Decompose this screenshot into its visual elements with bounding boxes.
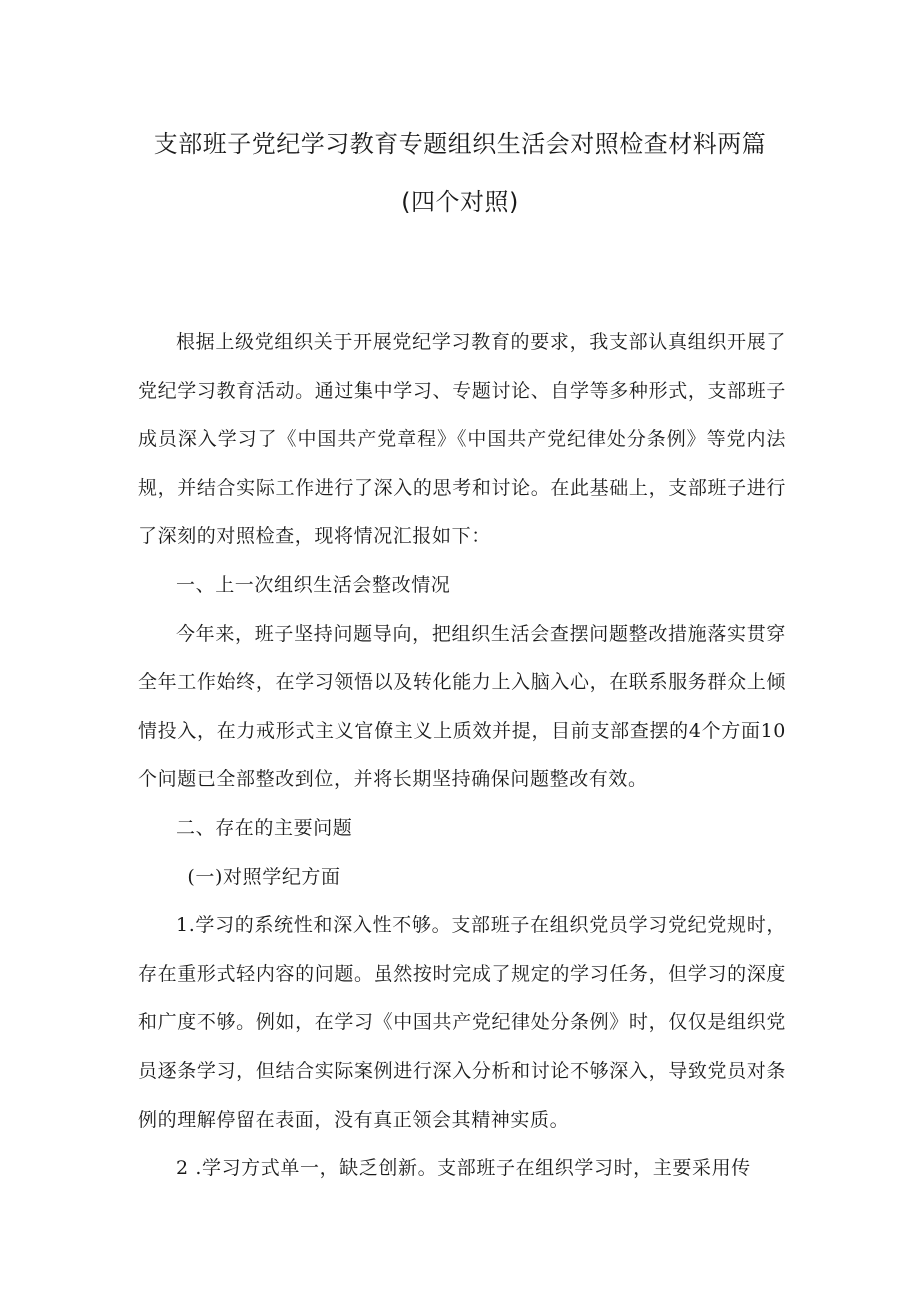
section-1-paragraph: 今年来，班子坚持问题导向，把组织生活会查摆问题整改措施落实贯穿全年工作始终，在学习领悟以及转化能力上入脑入心，在联系服务群众上倾情投入，在力戒形式主义官僚主义上质效并提，目前支部查摆的4个方面10个问题已全部整改到位，并将长期坚持确保问题整改有效。 [138, 622, 786, 791]
document-title-line1: 支部班子党纪学习教育专题组织生活会对照检查材料两篇 [153, 130, 767, 158]
problem-item-1: 1.学习的系统性和深入性不够。支部班子在组织党员学习党纪党规时，存在重形式轻内容的问题。虽然按时完成了规定的学习任务，但学习的深度和广度不够。例如，在学习《中国共产党纪律处分条例》时，仅仅是组织党员逐条学习，但结合实际案例进行深入分析和讨论不够深入，导致党员对条例的理解停留在表面，没有真正领会其精神实质。 [138, 914, 786, 1131]
section-heading-1: 一、上一次组织生活会整改情况 [176, 573, 451, 596]
problem-item-2: 2 .学习方式单一，缺乏创新。支部班子在组织学习时，主要采用传 [176, 1157, 751, 1180]
intro-paragraph: 根据上级党组织关于开展党纪学习教育的要求，我支部认真组织开展了党纪学习教育活动。通过集中学习、专题讨论、自学等多种形式，支部班子成员深入学习了《中国共产党章程》《中国共产党纪律处分条例》等党内法规，并结合实际工作进行了深入的思考和讨论。在此基础上，支部班子进行了深刻的对照检查，现将情况汇报如下： [138, 331, 786, 548]
document-title-line2: (四个对照) [401, 188, 519, 216]
section-heading-2: 二、存在的主要问题 [176, 816, 353, 839]
subsection-heading-1: (一)对照学纪方面 [187, 865, 341, 888]
document-body [138, 318, 786, 1193]
